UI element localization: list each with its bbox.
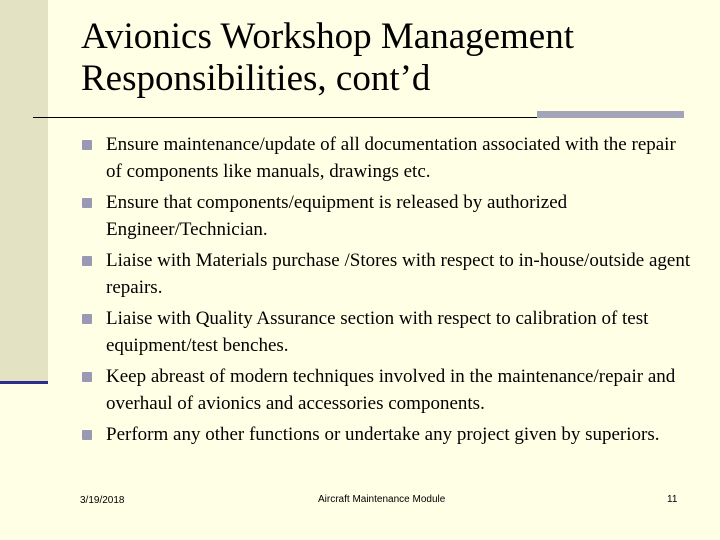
title-line-2: Responsibilities, cont’d	[81, 58, 431, 99]
square-bullet-icon	[82, 198, 92, 208]
bullet-text: Keep abreast of modern techniques involved in the maintenance/repair and overhaul of avionics and accessories components.	[106, 366, 676, 414]
title-accent-bar	[537, 111, 684, 118]
square-bullet-icon	[82, 372, 92, 382]
bullet-text: Ensure that components/equipment is released by authorized Engineer/Technician.	[106, 192, 568, 240]
square-bullet-icon	[82, 314, 92, 324]
square-bullet-icon	[82, 140, 92, 150]
bullet-item	[82, 131, 692, 185]
side-band-underline	[0, 381, 48, 384]
square-bullet-icon	[82, 256, 92, 266]
bullet-text: Liaise with Quality Assurance section with respect to calibration of test equipment/test benches.	[106, 308, 649, 356]
bullet-text: Ensure maintenance/update of all documentation associated with the repair of components like manuals, drawings etc.	[106, 134, 676, 182]
bullet-text: Perform any other functions or undertake any project given by superiors.	[106, 424, 660, 445]
slide-title	[81, 16, 701, 100]
bullet-text: Liaise with Materials purchase /Stores with respect to in-house/outside agent repairs.	[106, 250, 691, 298]
footer-module: Aircraft Maintenance Module	[318, 494, 446, 505]
bullet-item	[82, 363, 692, 417]
bullet-item	[82, 189, 692, 243]
bullet-item	[82, 305, 692, 359]
square-bullet-icon	[82, 430, 92, 440]
bullet-item	[82, 247, 692, 301]
bullet-list	[82, 131, 692, 452]
page-number: 11	[667, 494, 678, 505]
footer-date: 3/19/2018	[80, 495, 125, 506]
bullet-item	[82, 421, 692, 448]
title-line-1: Avionics Workshop Management	[81, 16, 575, 57]
side-band	[0, 0, 48, 383]
